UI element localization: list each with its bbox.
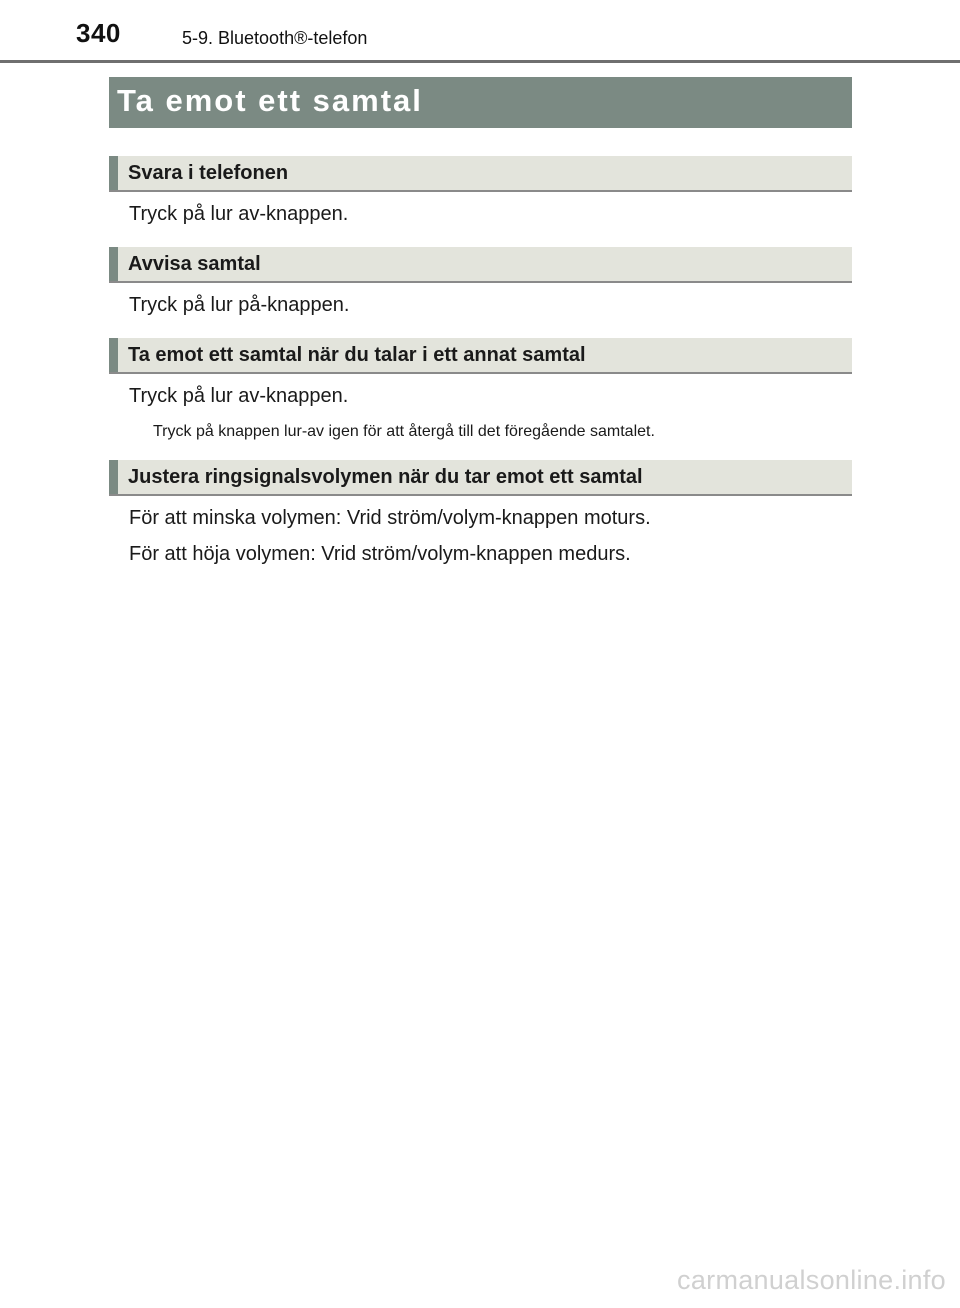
paragraph: Tryck på lur på-knappen.	[129, 294, 350, 316]
page-title-bar	[109, 77, 852, 128]
section-heading-reject	[109, 247, 852, 283]
section-heading-label: Svara i telefonen	[128, 162, 289, 184]
section-heading-label: Justera ringsignalsvolymen när du tar emot ett samtal	[128, 466, 643, 488]
paragraph: Tryck på lur av-knappen.	[129, 203, 349, 225]
section-heading-ring-volume	[109, 460, 852, 496]
paragraph: För att minska volymen: Vrid ström/volym-knappen moturs.	[129, 507, 651, 529]
section-heading-label: Ta emot ett samtal när du talar i ett annat samtal	[128, 344, 586, 366]
paragraph: För att höja volymen: Vrid ström/volym-knappen medurs.	[129, 543, 631, 565]
header-rule	[0, 60, 960, 63]
note: Tryck på knappen lur-av igen för att återgå till det föregående samtalet.	[153, 423, 655, 440]
section-stripe	[109, 156, 118, 190]
section-stripe	[109, 460, 118, 494]
watermark: carmanualsonline.info	[677, 1265, 946, 1295]
paragraph: Tryck på lur av-knappen.	[129, 385, 349, 407]
page-title: Ta emot ett samtal	[117, 83, 423, 118]
page-number: 340	[76, 18, 121, 48]
section-heading-call-waiting	[109, 338, 852, 374]
section-stripe	[109, 338, 118, 372]
section-heading-label: Avvisa samtal	[128, 253, 261, 275]
section-heading-answer	[109, 156, 852, 192]
running-head: 5-9. Bluetooth®-telefon	[182, 28, 368, 48]
section-stripe	[109, 247, 118, 281]
